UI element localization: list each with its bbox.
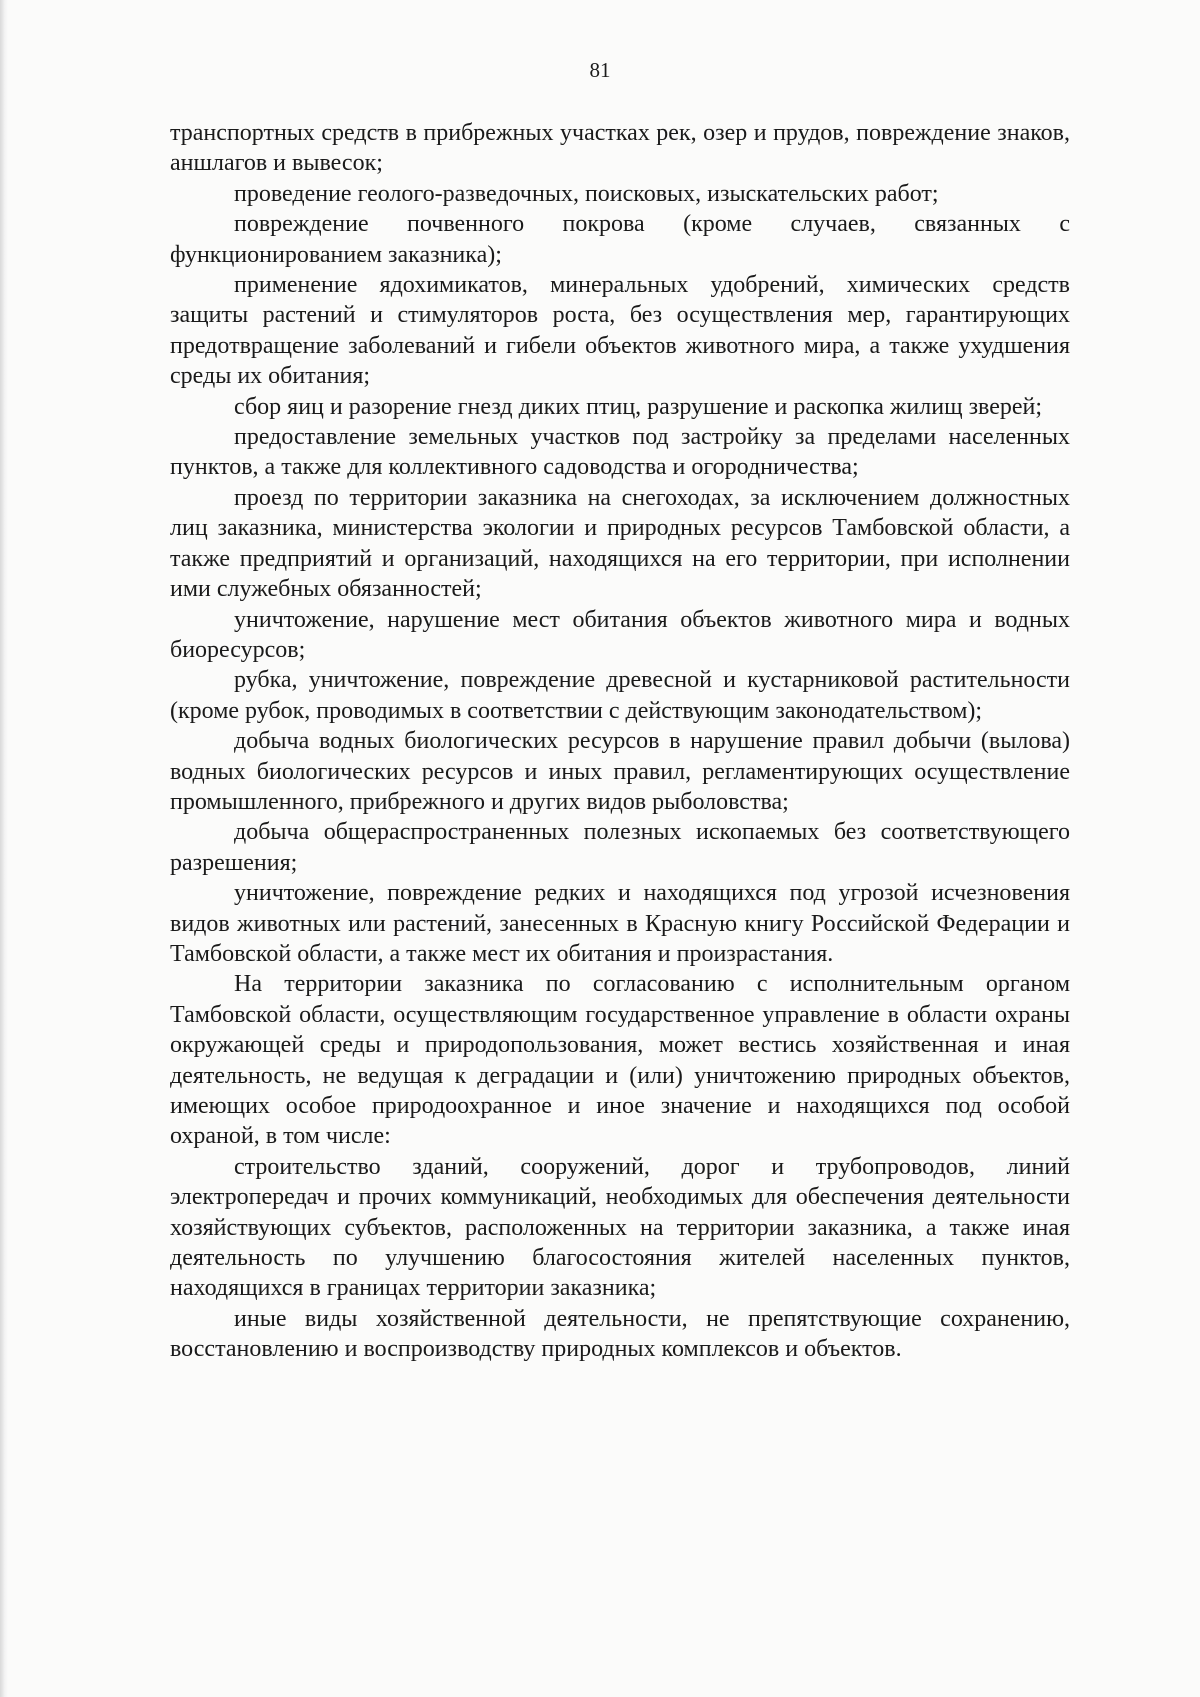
- paragraph-8: уничтожение, нарушение мест обитания объектов животного мира и водных биоресурсов;: [170, 606, 1070, 663]
- paragraph-14: строительство зданий, сооружений, дорог и трубопроводов, линий электропередач и прочих коммуникаций, необходимых для обеспечения деятельности хозяйствующих субъектов, расположенных на территории заказника, а также иная деятельность по улучшению благосостояния жителей населенных пунктов, находящихся в границах территории заказника;: [170, 1153, 1070, 1302]
- paragraph-6: предоставление земельных участков под застройку за пределами населенных пунктов, а также для коллективного садоводства и огородничества;: [170, 424, 1070, 481]
- body-text: [170, 118, 1070, 1365]
- paragraph-2: проведение геолого-разведочных, поисковых, изыскательских работ;: [234, 180, 939, 207]
- paragraph-3: повреждение почвенного покрова (кроме случаев, связанных с функционированием заказника);: [170, 211, 1070, 268]
- scan-edge: [0, 0, 8, 1697]
- paragraph-13: На территории заказника по согласованию с исполнительным органом Тамбовской области, осуществляющим государственное управление в области охраны окружающей среды и природопользования, может вестись хозяйственная и иная деятельность, не ведущая к деградации и (или) уничтожению природных объектов, имеющих особое природоохранное и иное значение и находящихся под особой охраной, в том числе:: [170, 971, 1070, 1150]
- paragraph-4: применение ядохимикатов, минеральных удобрений, химических средств защиты растений и стимуляторов роста, без осуществления мер, гарантирующих предотвращение заболеваний и гибели объектов животного мира, а также ухудшения среды их обитания;: [170, 272, 1070, 390]
- page-number: 81: [589, 58, 611, 82]
- paragraph-7: проезд по территории заказника на снегоходах, за исключением должностных лиц заказника, министерства экологии и природных ресурсов Тамбовской области, а также предприятий и организаций, находящихся на его территории, при исполнении ими служебных обязанностей;: [170, 484, 1070, 603]
- paragraph-11: добыча общераспространенных полезных ископаемых без соответствующего разрешения;: [170, 819, 1070, 876]
- paragraph-15: иные виды хозяйственной деятельности, не препятствующие сохранению, восстановлению и воспроизводству природных комплексов и объектов.: [170, 1305, 1070, 1363]
- paragraph-10: добыча водных биологических ресурсов в нарушение правил добычи (вылова) водных биологических ресурсов и иных правил, регламентирующих осуществление промышленного, прибрежного и других видов рыболовства;: [170, 728, 1070, 815]
- paragraph-9: рубка, уничтожение, повреждение древесной и кустарниковой растительности (кроме рубок, проводимых в соответствии с действующим законодательством);: [170, 667, 1070, 724]
- paragraph-5: сбор яиц и разорение гнезд диких птиц, разрушение и раскопка жилищ зверей;: [234, 393, 1043, 420]
- paragraph-12: уничтожение, повреждение редких и находящихся под угрозой исчезновения видов животных или растений, занесенных в Красную книгу Российской Федерации и Тамбовской области, а также мест их обитания и произрастания.: [170, 880, 1070, 967]
- paragraph-1: транспортных средств в прибрежных участках рек, озер и прудов, повреждение знаков, аншлагов и вывесок;: [170, 120, 1070, 177]
